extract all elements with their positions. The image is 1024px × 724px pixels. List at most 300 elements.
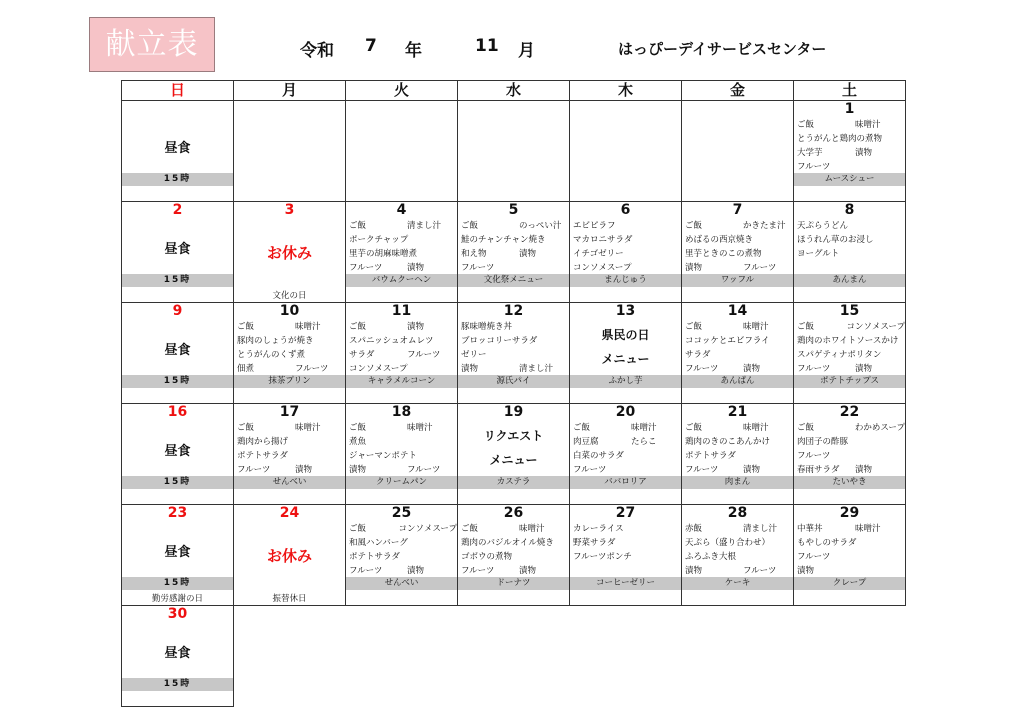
- empty-area: [234, 606, 906, 707]
- day-cell: [346, 505, 458, 606]
- menu-line: [461, 219, 569, 233]
- day-cell: [346, 303, 458, 404]
- menu-item: ご飯: [685, 423, 703, 433]
- menu-item: ポークチャップ: [349, 235, 409, 245]
- day-cell: [234, 101, 346, 202]
- menu-line: [797, 449, 905, 463]
- menu-item: 漬物: [349, 465, 367, 475]
- menu-item: ブロッコリーサラダ: [461, 336, 538, 346]
- menu-item: 味噌汁: [631, 423, 657, 433]
- special-title: メニュー: [489, 453, 538, 467]
- menu-line: [685, 550, 793, 564]
- weekday-sun: 日: [122, 81, 234, 101]
- day-number: 24: [279, 505, 300, 521]
- menu-line: [685, 564, 793, 578]
- menu-line: [685, 320, 793, 334]
- day-cell: [682, 404, 794, 505]
- snack-label: あんぱん: [682, 375, 793, 388]
- closed-label: お休み: [266, 244, 312, 262]
- day-number: 13: [615, 303, 636, 319]
- menu-line: [461, 362, 569, 376]
- snack-label: 抹茶プリン: [234, 375, 345, 388]
- lunch-label: 昼食: [164, 444, 191, 459]
- day-number: 28: [727, 505, 748, 521]
- snack-label: 文化祭メニュー: [458, 274, 569, 287]
- menu-line: [237, 421, 345, 435]
- month-label: 月: [518, 41, 535, 61]
- menu-item: 白菜のサラダ: [573, 451, 624, 461]
- day-cell: [570, 101, 682, 202]
- menu-item: 味噌汁: [407, 423, 433, 433]
- snack-label: ケーキ: [682, 577, 793, 590]
- day-number: 10: [279, 303, 300, 319]
- day-cell: [122, 505, 234, 606]
- menu-line: [797, 233, 905, 247]
- menu-item: とうがんのくず煮: [237, 350, 306, 360]
- lunch-label: 昼食: [164, 141, 191, 156]
- menu-line: [573, 550, 681, 564]
- menu-item: ご飯: [797, 423, 815, 433]
- menu-item: フルーツ: [797, 451, 831, 461]
- week-row: [122, 505, 906, 606]
- lunch-label: 昼食: [164, 545, 191, 560]
- month-value: 11: [475, 36, 499, 56]
- menu-line: [573, 247, 681, 261]
- day-cell: [682, 101, 794, 202]
- day-number: 11: [391, 303, 412, 319]
- snack-label: ワッフル: [682, 274, 793, 287]
- menu-line: [797, 550, 905, 564]
- snack-label: ドーナツ: [458, 577, 569, 590]
- menu-item: 鮭のチャンチャン焼き: [461, 235, 546, 245]
- menu-item: 赤飯: [685, 524, 703, 534]
- menu-line: [797, 132, 905, 146]
- menu-line: [461, 522, 569, 536]
- menu-item: 煮魚: [349, 437, 367, 447]
- menu-item: 里芋ときのこの煮物: [685, 249, 762, 259]
- menu-line: [349, 435, 457, 449]
- menu-item: フルーツ: [685, 465, 719, 475]
- day-number: 4: [396, 202, 407, 218]
- menu-item: 佃煮: [237, 364, 255, 374]
- menu-item: フルーツ: [349, 263, 383, 273]
- menu-item: フルーツ: [797, 364, 831, 374]
- snack-time-label: 15時: [122, 476, 233, 489]
- menu-item: ほうれん草のお浸し: [797, 235, 874, 245]
- day-number: 20: [615, 404, 636, 420]
- lunch-label: 昼食: [164, 646, 191, 661]
- day-number: 7: [732, 202, 743, 218]
- week-row: [122, 606, 906, 707]
- menu-line: [685, 463, 793, 477]
- day-cell: [794, 202, 906, 303]
- menu-line: [349, 550, 457, 564]
- menu-line: [797, 421, 905, 435]
- holiday-note: 文化の日: [272, 291, 307, 301]
- menu-line: [797, 334, 905, 348]
- weekday-header-row: [122, 81, 906, 101]
- day-cell: [570, 505, 682, 606]
- day-number: 9: [172, 303, 183, 319]
- menu-item: ジャーマンポテト: [349, 451, 417, 461]
- menu-item: フルーツ: [349, 566, 383, 576]
- menu-list: [346, 421, 457, 477]
- day-cell: [122, 303, 234, 404]
- menu-line: [349, 449, 457, 463]
- menu-item: フルーツ: [461, 263, 495, 273]
- menu-item: 清まし汁: [407, 221, 442, 231]
- menu-list: [234, 320, 345, 376]
- menu-line: [237, 463, 345, 477]
- menu-item: 春雨サラダ: [797, 465, 840, 475]
- closed-label: お休み: [266, 547, 312, 565]
- snack-label: 肉まん: [682, 476, 793, 489]
- menu-item: 漬物: [519, 249, 537, 259]
- menu-item: 清まし汁: [519, 364, 554, 374]
- menu-line: [461, 550, 569, 564]
- menu-item: イチゴゼリー: [573, 249, 624, 259]
- snack-label: 源氏パイ: [458, 375, 569, 388]
- menu-item: 味噌汁: [855, 120, 881, 130]
- day-number: 8: [844, 202, 855, 218]
- week-row: [122, 202, 906, 303]
- weekday-sat: 土: [794, 81, 906, 101]
- menu-item: 鶏肉のバジルオイル焼き: [461, 538, 554, 548]
- snack-label: ふかし芋: [570, 375, 681, 388]
- menu-line: [237, 320, 345, 334]
- menu-item: フルーツ: [797, 162, 831, 172]
- menu-item: わかめスープ: [854, 423, 905, 433]
- menu-line: [685, 421, 793, 435]
- menu-line: [349, 536, 457, 550]
- menu-item: サラダ: [349, 350, 375, 360]
- day-number: 17: [279, 404, 300, 420]
- menu-item: 漬物: [407, 263, 425, 273]
- lunch-label: 昼食: [164, 242, 191, 257]
- menu-line: [685, 435, 793, 449]
- menu-line: [685, 536, 793, 550]
- menu-line: [573, 233, 681, 247]
- menu-item: 味噌汁: [855, 524, 881, 534]
- menu-list: [346, 219, 457, 275]
- menu-line: [461, 233, 569, 247]
- menu-list: [682, 219, 793, 275]
- lunch-label: 昼食: [164, 343, 191, 358]
- snack-label: クリームパン: [346, 476, 457, 489]
- day-cell: [458, 202, 570, 303]
- menu-item: ご飯: [349, 221, 367, 231]
- day-cell: [570, 404, 682, 505]
- menu-item: 鶏肉のきのこあんかけ: [685, 437, 771, 447]
- menu-list: [458, 219, 569, 275]
- day-cell: [122, 404, 234, 505]
- menu-item: ご飯: [349, 322, 367, 332]
- menu-item: フルーツ: [797, 552, 831, 562]
- year-label: 年: [405, 41, 422, 61]
- menu-item: フルーツ: [743, 263, 777, 273]
- menu-line: [349, 463, 457, 477]
- menu-item: 中華丼: [797, 524, 823, 534]
- day-cell: [458, 404, 570, 505]
- special-title: メニュー: [601, 352, 650, 366]
- menu-item: 天ぷらうどん: [797, 221, 849, 231]
- menu-item: ご飯: [797, 322, 815, 332]
- menu-line: [573, 522, 681, 536]
- menu-item: 漬物: [407, 322, 425, 332]
- menu-item: もやしのサラダ: [797, 538, 857, 548]
- menu-line: [797, 435, 905, 449]
- snack-time-label: 15時: [122, 577, 233, 590]
- day-cell: [234, 505, 346, 606]
- menu-item: ポテトサラダ: [349, 552, 400, 562]
- menu-item: マカロニサラダ: [573, 235, 633, 245]
- menu-item: ゴボウの煮物: [461, 552, 513, 562]
- menu-list: [234, 421, 345, 477]
- menu-item: 漬物: [743, 465, 761, 475]
- menu-line: [237, 348, 345, 362]
- menu-item: 漬物: [855, 364, 873, 374]
- menu-item: スパニッシュオムレツ: [349, 336, 434, 346]
- menu-line: [237, 449, 345, 463]
- menu-item: 和え物: [461, 249, 487, 259]
- menu-item: 肉団子の酢豚: [797, 437, 849, 447]
- menu-item: 漬物: [461, 364, 479, 374]
- menu-item: コンソメスープ: [349, 364, 408, 374]
- snack-label: まんじゅう: [570, 274, 681, 287]
- menu-item: 味噌汁: [295, 423, 321, 433]
- day-number: 26: [503, 505, 524, 521]
- menu-list: [346, 522, 457, 578]
- menu-item: フルーツ: [461, 566, 495, 576]
- day-number: 22: [839, 404, 860, 420]
- menu-line: [797, 362, 905, 376]
- menu-line: [797, 160, 905, 174]
- menu-item: ご飯: [349, 524, 367, 534]
- menu-line: [797, 536, 905, 550]
- menu-item: 里芋の胡麻味噌煮: [349, 249, 418, 259]
- week-row: [122, 303, 906, 404]
- menu-line: [461, 261, 569, 275]
- menu-list: [458, 522, 569, 578]
- snack-time-label: 15時: [122, 173, 233, 186]
- menu-list: [682, 421, 793, 477]
- day-cell: [794, 101, 906, 202]
- menu-line: [685, 334, 793, 348]
- menu-line: [797, 348, 905, 362]
- menu-item: コンソメスープ: [573, 263, 632, 273]
- day-cell: [794, 505, 906, 606]
- day-number: 25: [391, 505, 412, 521]
- day-number: 12: [503, 303, 524, 319]
- menu-item: フルーツ: [573, 465, 607, 475]
- menu-list: [570, 522, 681, 564]
- menu-item: ご飯: [237, 423, 255, 433]
- snack-time-label: 15時: [122, 274, 233, 287]
- day-cell: [458, 303, 570, 404]
- day-number: 18: [391, 404, 412, 420]
- menu-line: [685, 362, 793, 376]
- menu-item: かきたま汁: [743, 221, 786, 231]
- menu-item: ご飯: [573, 423, 591, 433]
- day-cell: [458, 101, 570, 202]
- menu-item: ご飯: [461, 524, 479, 534]
- day-cell: [122, 202, 234, 303]
- menu-item: ご飯: [797, 120, 815, 130]
- snack-time-label: 15時: [122, 375, 233, 388]
- day-cell: [122, 606, 234, 707]
- menu-item: 鶏肉のホワイトソースかけ: [797, 336, 899, 346]
- day-number: 2: [172, 202, 183, 218]
- menu-line: [797, 146, 905, 160]
- menu-item: カレーライス: [573, 524, 624, 534]
- menu-item: フルーツ: [685, 364, 719, 374]
- menu-item: フルーツ: [237, 465, 271, 475]
- menu-line: [797, 564, 905, 578]
- day-cell: [122, 101, 234, 202]
- menu-item: サラダ: [685, 350, 711, 360]
- menu-line: [349, 219, 457, 233]
- day-cell: [346, 101, 458, 202]
- menu-item: ご飯: [237, 322, 255, 332]
- day-cell: [346, 404, 458, 505]
- menu-item: 漬物: [743, 364, 761, 374]
- menu-line: [573, 261, 681, 275]
- menu-item: フルーツ: [407, 465, 441, 475]
- menu-item: 豚味噌焼き丼: [461, 322, 513, 332]
- menu-item: コンソメスープ: [398, 524, 457, 534]
- menu-line: [461, 334, 569, 348]
- menu-item: たらこ: [631, 437, 657, 447]
- menu-item: 和風ハンバーグ: [349, 538, 408, 548]
- menu-line: [237, 362, 345, 376]
- day-number: 29: [839, 505, 860, 521]
- weekday-tue: 火: [346, 81, 458, 101]
- menu-item: 肉豆腐: [573, 437, 599, 447]
- menu-line: [349, 348, 457, 362]
- menu-item: 大学芋: [797, 148, 823, 158]
- menu-line: [237, 435, 345, 449]
- menu-item: 漬物: [685, 263, 703, 273]
- menu-item: 漬物: [519, 566, 537, 576]
- day-cell: [570, 303, 682, 404]
- menu-item: 野菜サラダ: [573, 538, 616, 548]
- menu-line: [461, 536, 569, 550]
- menu-line: [349, 522, 457, 536]
- menu-item: 味噌汁: [743, 423, 769, 433]
- menu-line: [685, 219, 793, 233]
- menu-title: 献立表: [89, 17, 215, 72]
- snack-label: カステラ: [458, 476, 569, 489]
- snack-label: ババロリア: [570, 476, 681, 489]
- day-number: 6: [620, 202, 631, 218]
- special-menu: [570, 323, 681, 371]
- day-number: 19: [503, 404, 524, 420]
- snack-label: せんべい: [234, 476, 345, 489]
- menu-line: [573, 449, 681, 463]
- menu-list: [570, 219, 681, 275]
- menu-item: 漬物: [797, 566, 815, 576]
- menu-line: [349, 247, 457, 261]
- day-cell: [794, 404, 906, 505]
- era-year: 7: [365, 36, 377, 56]
- menu-item: ご飯: [349, 423, 367, 433]
- menu-line: [349, 261, 457, 275]
- menu-item: 味噌汁: [519, 524, 545, 534]
- menu-item: めばるの西京焼き: [685, 235, 754, 245]
- menu-item: コンソメスープ: [846, 322, 905, 332]
- menu-line: [461, 348, 569, 362]
- menu-list: [570, 421, 681, 477]
- menu-list: [794, 219, 905, 261]
- snack-label: キャラメルコーン: [346, 375, 457, 388]
- menu-item: 漬物: [855, 465, 873, 475]
- menu-line: [573, 463, 681, 477]
- menu-line: [573, 536, 681, 550]
- menu-line: [573, 421, 681, 435]
- special-menu: [458, 424, 569, 472]
- holiday-note: 勤労感謝の日: [151, 594, 203, 604]
- menu-line: [685, 247, 793, 261]
- menu-item: ご飯: [685, 322, 703, 332]
- menu-item: 漬物: [295, 465, 313, 475]
- day-cell: [346, 202, 458, 303]
- menu-item: スパゲティナポリタン: [797, 350, 882, 360]
- day-cell: [682, 505, 794, 606]
- menu-item: ゼリー: [461, 350, 487, 360]
- menu-item: フルーツ: [295, 364, 329, 374]
- menu-item: 清まし汁: [743, 524, 778, 534]
- day-number: 21: [727, 404, 748, 420]
- snack-label: コーヒーゼリー: [570, 577, 681, 590]
- menu-item: 漬物: [685, 566, 703, 576]
- week-row: [122, 404, 906, 505]
- snack-label: たいやき: [794, 476, 905, 489]
- menu-item: ヨーグルト: [797, 249, 840, 259]
- menu-item: 鶏肉から揚げ: [237, 437, 289, 447]
- menu-line: [461, 247, 569, 261]
- day-cell: [458, 505, 570, 606]
- day-number: 14: [727, 303, 748, 319]
- holiday-note: 振替休日: [272, 594, 307, 604]
- day-number: 16: [167, 404, 188, 420]
- menu-list: [682, 522, 793, 578]
- menu-item: フルーツポンチ: [573, 552, 632, 562]
- menu-item: ご飯: [685, 221, 703, 231]
- menu-item: ポテトサラダ: [237, 451, 288, 461]
- facility-name: はっぴーデイサービスセンター: [618, 40, 827, 58]
- snack-time-label: 15時: [122, 678, 233, 691]
- day-cell: [682, 202, 794, 303]
- day-number: 3: [284, 202, 295, 218]
- menu-line: [349, 334, 457, 348]
- menu-line: [685, 522, 793, 536]
- weekday-mon: 月: [234, 81, 346, 101]
- menu-line: [349, 320, 457, 334]
- era-label: 令和: [300, 41, 334, 61]
- snack-label: ポテトチップス: [794, 375, 905, 388]
- menu-item: 味噌汁: [743, 322, 769, 332]
- menu-line: [349, 564, 457, 578]
- snack-label: せんべい: [346, 577, 457, 590]
- menu-line: [573, 435, 681, 449]
- day-number: 1: [844, 101, 855, 117]
- menu-line: [349, 421, 457, 435]
- menu-item: ポテトサラダ: [685, 451, 736, 461]
- menu-line: [349, 362, 457, 376]
- menu-line: [797, 320, 905, 334]
- menu-line: [797, 118, 905, 132]
- day-cell: [682, 303, 794, 404]
